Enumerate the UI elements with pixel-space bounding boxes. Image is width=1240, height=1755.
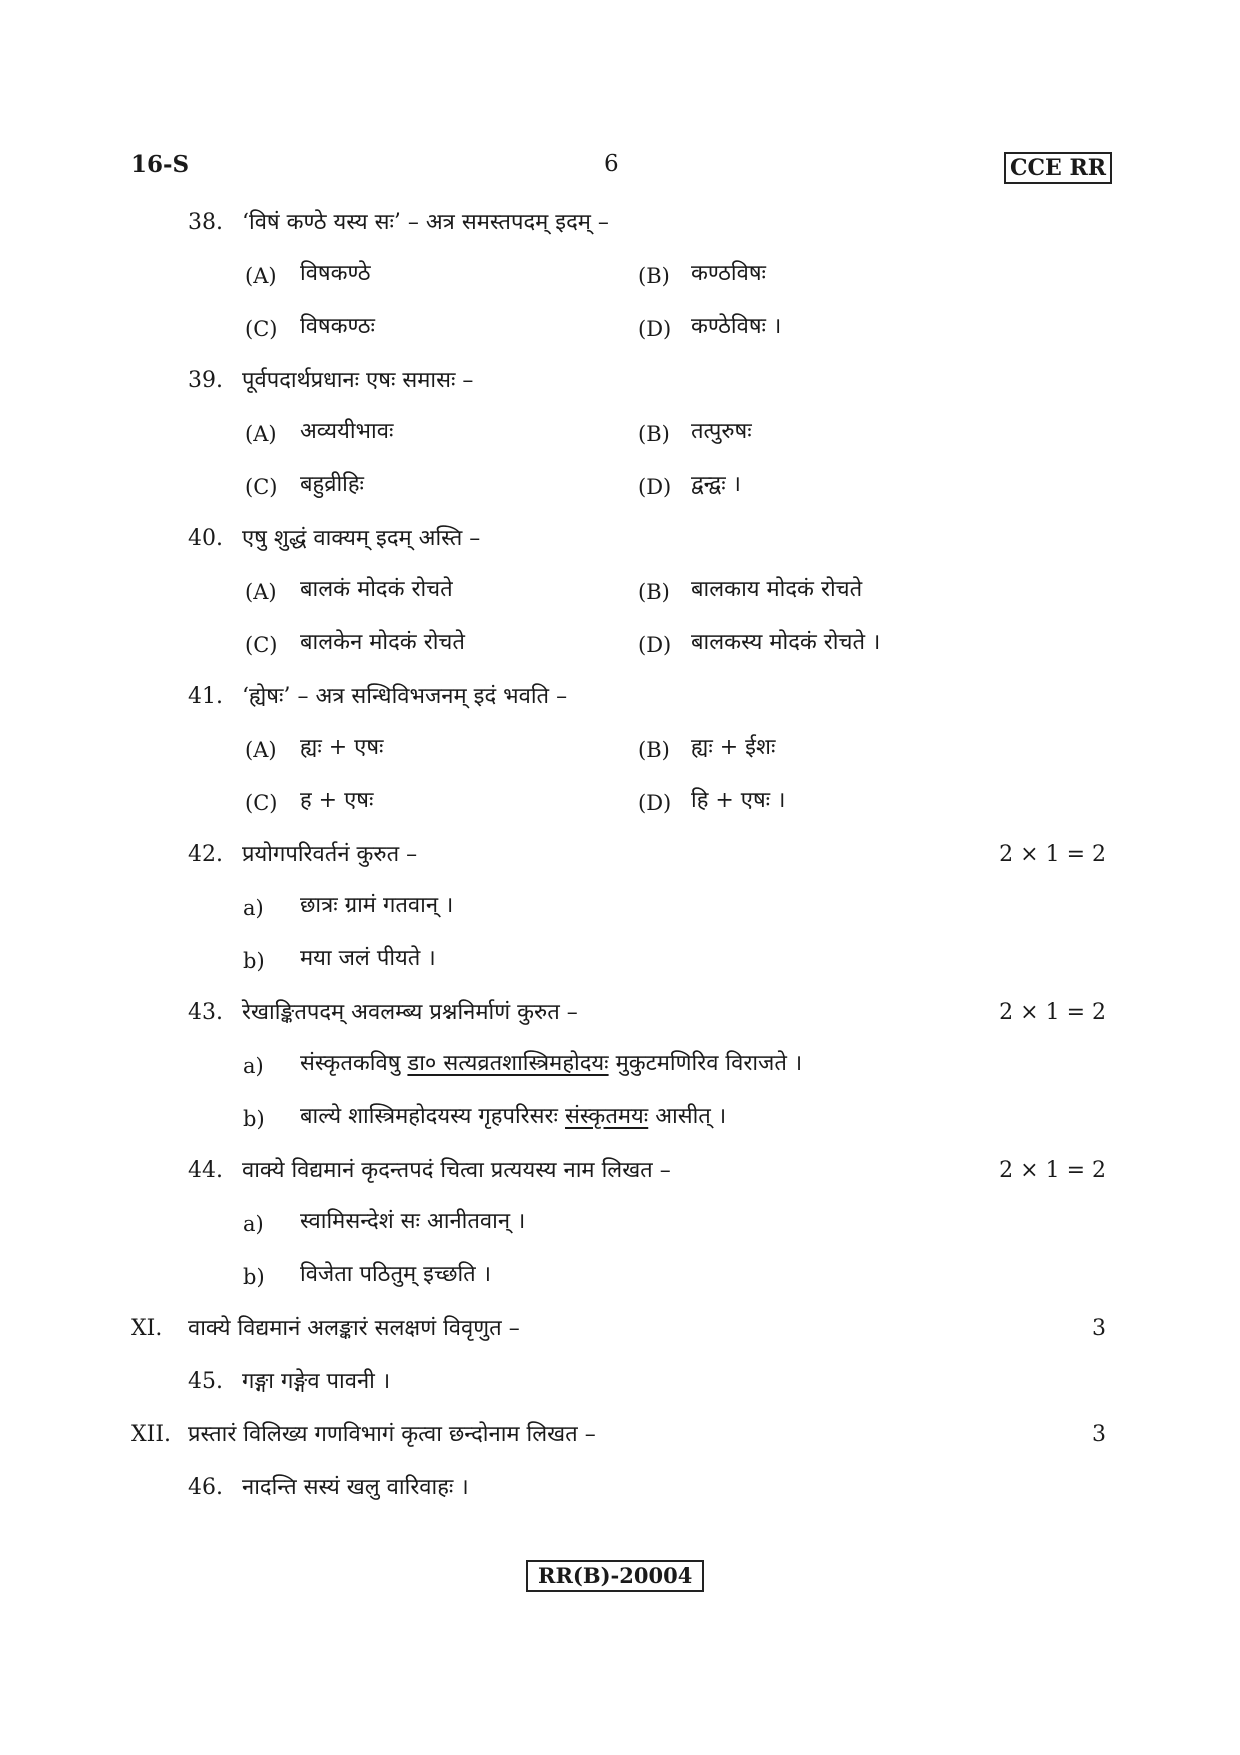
question-number: 43.	[188, 1000, 223, 1025]
sub-item-label: a)	[243, 896, 264, 920]
option-text: ह्यः + ईशः	[691, 735, 776, 760]
sub-item-label: b)	[243, 949, 265, 973]
marks-label: 3	[1092, 1316, 1106, 1341]
question-text: पूर्वपदार्थप्रधानः एषः समासः –	[242, 368, 474, 393]
sub-item-label: b)	[243, 1265, 265, 1289]
section-number: XI.	[131, 1316, 163, 1341]
option-text: बालकस्य मोदकं रोचते ।	[691, 630, 881, 655]
option-text: अव्ययीभावः	[300, 419, 394, 444]
option-label: (C)	[245, 791, 278, 815]
option-text: कण्ठेविषः ।	[691, 314, 782, 339]
option-label: (B)	[638, 580, 670, 604]
text-segment: मुकुटमणिरिव विराजते ।	[615, 1051, 803, 1076]
option-label: (C)	[245, 633, 278, 657]
text-segment: संस्कृतकविषु	[300, 1051, 401, 1076]
option-text: बालकं मोदकं रोचते	[300, 577, 453, 602]
option-text: बालकाय मोदकं रोचते	[691, 577, 863, 602]
footer-code-box: RR(B)-20004	[526, 1560, 704, 1592]
marks-label: 3	[1092, 1422, 1106, 1447]
option-label: (D)	[638, 791, 672, 815]
option-text: बहुव्रीहिः	[300, 472, 364, 497]
question-text: प्रयोगपरिवर्तनं कुरुत –	[242, 842, 418, 867]
question-text: एषु शुद्धं वाक्यम् इदम् अस्ति –	[242, 526, 481, 551]
option-text: द्वन्द्वः ।	[691, 472, 741, 497]
option-label: (B)	[638, 738, 670, 762]
marks-label: 2 × 1 = 2	[999, 1000, 1106, 1025]
question-number: 44.	[188, 1158, 223, 1183]
question-number: 45.	[188, 1369, 223, 1394]
option-label: (D)	[638, 633, 672, 657]
option-text: तत्पुरुषः	[691, 419, 752, 444]
sub-item-text	[300, 1102, 726, 1132]
text-segment: बाल्ये शास्त्रिमहोदयस्य गृहपरिसरः	[300, 1104, 558, 1129]
question-number: 46.	[188, 1475, 223, 1500]
section-number: XII.	[131, 1422, 172, 1447]
option-label: (A)	[245, 738, 277, 762]
question-text: वाक्ये विद्यमानं कृदन्तपदं चित्वा प्रत्ययस्य नाम लिखत –	[242, 1158, 671, 1183]
option-label: (C)	[245, 475, 278, 499]
question-number: 39.	[188, 368, 223, 393]
marks-label: 2 × 1 = 2	[999, 842, 1106, 867]
text-segment: आसीत् ।	[655, 1104, 727, 1129]
question-text: रेखाङ्कितपदम् अवलम्ब्य प्रश्ननिर्माणं कुरुत –	[242, 1000, 578, 1025]
sub-item-text	[300, 1049, 802, 1079]
question-number: 38.	[188, 210, 223, 235]
option-label: (A)	[245, 580, 277, 604]
series-box: CCE RR	[1004, 152, 1112, 184]
marks-label: 2 × 1 = 2	[999, 1158, 1106, 1183]
option-text: ह + एषः	[300, 788, 374, 813]
option-text: ह्यः + एषः	[300, 735, 384, 760]
option-label: (C)	[245, 317, 278, 341]
question-text: ‘ह्येषः’ – अत्र सन्धिविभजनम् इदं भवति –	[242, 684, 568, 709]
option-label: (D)	[638, 317, 672, 341]
question-number: 41.	[188, 684, 223, 709]
option-text: कण्ठविषः	[691, 261, 766, 286]
option-text: हि + एषः ।	[691, 788, 786, 813]
sub-item-text: मया जलं पीयते ।	[300, 946, 436, 971]
section-text: वाक्ये विद्यमानं अलङ्कारं सलक्षणं विवृणुत –	[188, 1316, 520, 1341]
question-text: ‘विषं कण्ठे यस्य सः’ – अत्र समस्तपदम् इदम् –	[242, 210, 609, 235]
option-text: विषकण्ठः	[300, 314, 375, 339]
question-text: गङ्गा गङ्गेव पावनी ।	[242, 1369, 391, 1394]
option-label: (A)	[245, 264, 277, 288]
sub-item-text: स्वामिसन्देशं सः आनीतवान् ।	[300, 1209, 526, 1234]
sub-item-label: b)	[243, 1107, 265, 1131]
question-number: 40.	[188, 526, 223, 551]
page-number: 6	[604, 151, 619, 177]
option-text: विषकण्ठे	[300, 261, 371, 286]
section-text: प्रस्तारं विलिख्य गणविभागं कृत्वा छन्दोनाम लिखत –	[188, 1422, 596, 1447]
underlined-word: डा० सत्यव्रतशास्त्रिमहोदयः	[407, 1051, 609, 1076]
underlined-word: संस्कृतमयः	[565, 1104, 649, 1129]
option-label: (A)	[245, 422, 277, 446]
sub-item-label: a)	[243, 1212, 264, 1236]
sub-item-text: छात्रः ग्रामं गतवान् ।	[300, 893, 454, 918]
sub-item-text: विजेता पठितुम् इच्छति ।	[300, 1262, 492, 1287]
question-text: नादन्ति सस्यं खलु वारिवाहः ।	[242, 1475, 469, 1500]
question-number: 42.	[188, 842, 223, 867]
sub-item-label: a)	[243, 1054, 264, 1078]
option-label: (B)	[638, 422, 670, 446]
option-text: बालकेन मोदकं रोचते	[300, 630, 465, 655]
option-label: (D)	[638, 475, 672, 499]
option-label: (B)	[638, 264, 670, 288]
paper-code: 16-S	[131, 151, 190, 178]
